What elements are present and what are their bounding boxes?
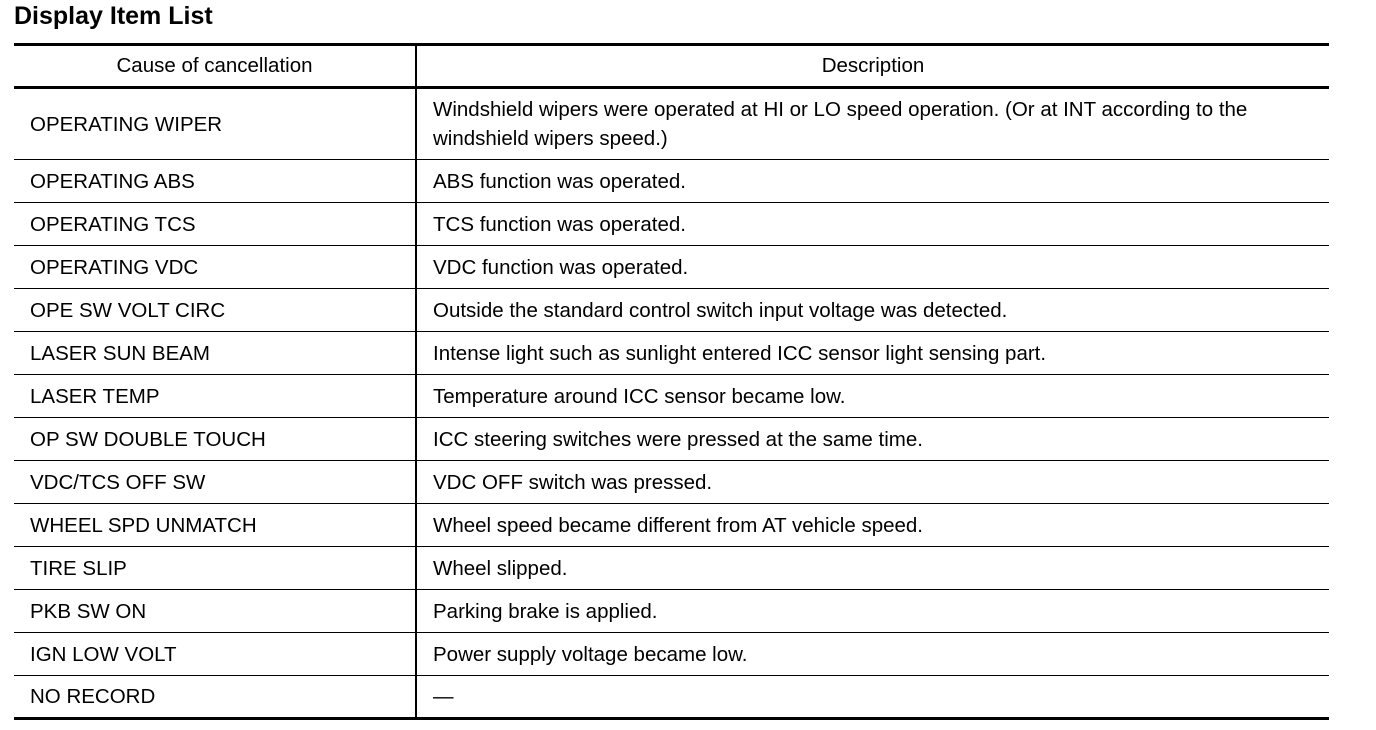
table-row bbox=[14, 289, 1329, 332]
table-row bbox=[14, 504, 1329, 547]
display-item-table bbox=[14, 43, 1329, 720]
column-header-description: Description bbox=[821, 54, 925, 77]
table-row bbox=[14, 375, 1329, 418]
cause-cell: OPERATING VDC bbox=[14, 246, 416, 289]
cause-cell: IGN LOW VOLT bbox=[14, 633, 416, 676]
table-row bbox=[14, 160, 1329, 203]
cause-cell: LASER SUN BEAM bbox=[14, 332, 416, 375]
cause-cell: PKB SW ON bbox=[14, 590, 416, 633]
table-header-row bbox=[14, 45, 1329, 88]
table-row bbox=[14, 590, 1329, 633]
page-title: Display Item List bbox=[14, 2, 213, 30]
description-cell: — bbox=[416, 676, 1329, 719]
table-row bbox=[14, 246, 1329, 289]
description-cell: Wheel speed became different from AT vehicle speed. bbox=[416, 504, 1329, 547]
table-row bbox=[14, 676, 1329, 719]
column-header-cause: Cause of cancellation bbox=[14, 45, 416, 88]
cause-cell: WHEEL SPD UNMATCH bbox=[14, 504, 416, 547]
cause-cell: NO RECORD bbox=[14, 676, 416, 719]
cause-cell: OPE SW VOLT CIRC bbox=[14, 289, 416, 332]
table-row bbox=[14, 88, 1329, 160]
table-row bbox=[14, 633, 1329, 676]
description-cell: VDC function was operated. bbox=[416, 246, 1329, 289]
description-cell: Outside the standard control switch input voltage was detected. bbox=[416, 289, 1329, 332]
cause-cell: OPERATING ABS bbox=[14, 160, 416, 203]
description-cell: Power supply voltage became low. bbox=[416, 633, 1329, 676]
description-cell: Intense light such as sunlight entered ICC sensor light sensing part. bbox=[416, 332, 1329, 375]
table-row bbox=[14, 418, 1329, 461]
description-cell: TCS function was operated. bbox=[416, 203, 1329, 246]
cause-cell: TIRE SLIP bbox=[14, 547, 416, 590]
cause-cell: OPERATING TCS bbox=[14, 203, 416, 246]
description-cell: Windshield wipers were operated at HI or LO speed operation. (Or at INT according to the windshield wipers speed.) bbox=[433, 98, 1248, 150]
description-cell: Parking brake is applied. bbox=[416, 590, 1329, 633]
description-cell: Temperature around ICC sensor became low. bbox=[416, 375, 1329, 418]
table-row bbox=[14, 203, 1329, 246]
cause-cell: OPERATING WIPER bbox=[14, 88, 416, 160]
cause-cell: OP SW DOUBLE TOUCH bbox=[14, 418, 416, 461]
description-cell: ABS function was operated. bbox=[416, 160, 1329, 203]
description-cell: Wheel slipped. bbox=[416, 547, 1329, 590]
cause-cell: LASER TEMP bbox=[14, 375, 416, 418]
description-cell: VDC OFF switch was pressed. bbox=[416, 461, 1329, 504]
table-row bbox=[14, 461, 1329, 504]
description-cell: ICC steering switches were pressed at the same time. bbox=[416, 418, 1329, 461]
cause-cell: VDC/TCS OFF SW bbox=[14, 461, 416, 504]
table-row bbox=[14, 547, 1329, 590]
table-row bbox=[14, 332, 1329, 375]
